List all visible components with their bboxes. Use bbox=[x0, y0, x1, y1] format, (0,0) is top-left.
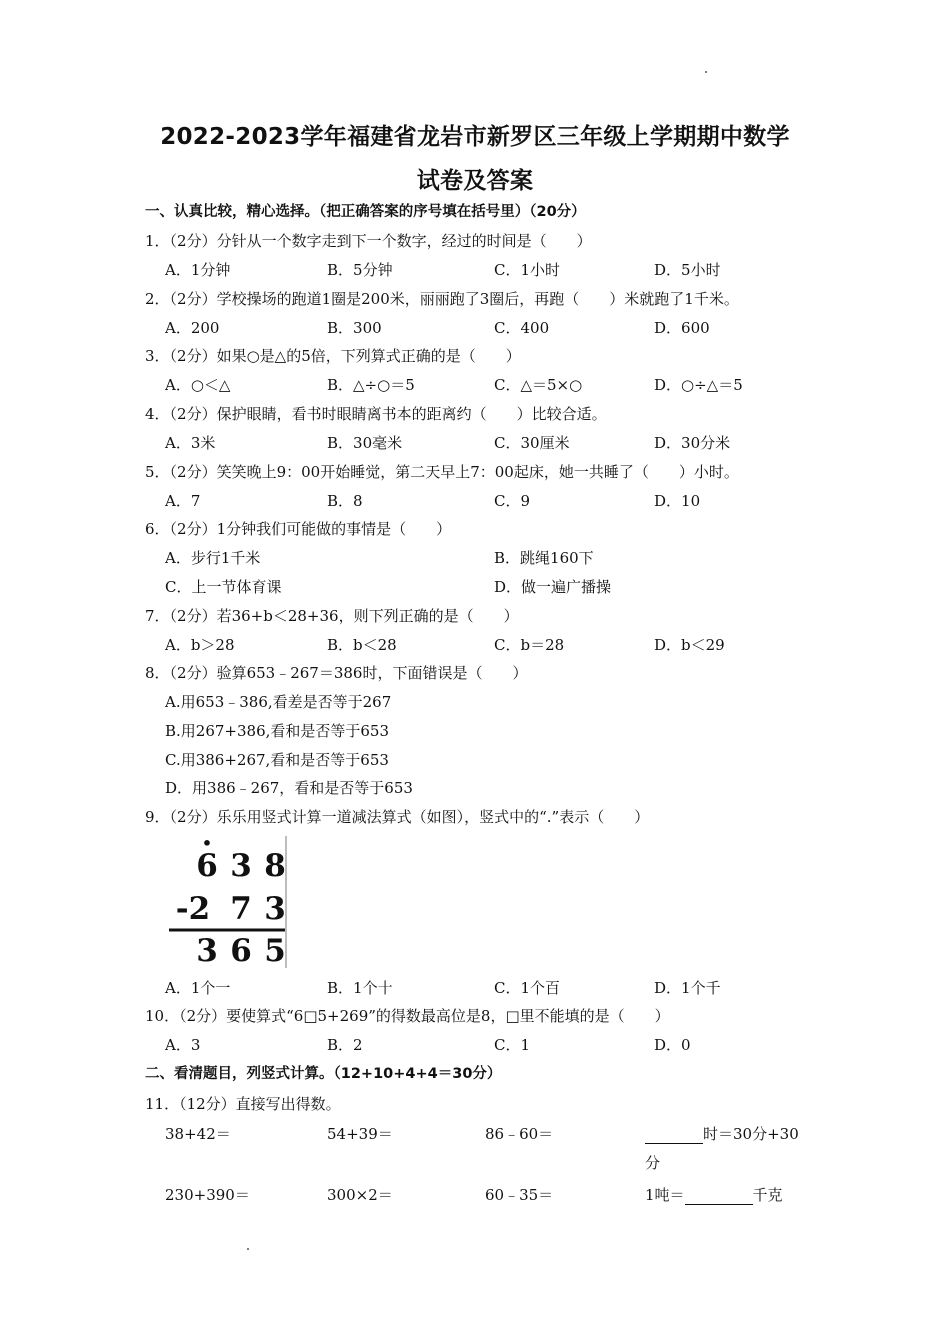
q2-option-b: B．300 bbox=[327, 319, 382, 337]
q5-option-a: A．7 bbox=[165, 492, 201, 510]
section-2-heading: 二、看清题目，列竖式计算。（12+10+4+4＝30分） bbox=[145, 1066, 502, 1082]
q11-item: 230+390＝ bbox=[165, 1186, 250, 1204]
q6-option-a: A．步行1千米 bbox=[165, 549, 261, 567]
q11-item: 54+39＝ bbox=[327, 1125, 393, 1143]
minuend-digit-hundreds: 6 bbox=[196, 848, 218, 884]
q3-option-a: A．○＜△ bbox=[165, 376, 231, 394]
question-10-stem: 10．（2分）要使算式“6□5+269”的得数最高位是8，□里不能填的是（ ） bbox=[145, 1007, 670, 1025]
question-2-stem: 2．（2分）学校操场的跑道1圈是200米，丽丽跑了3圈后，再跑（ ）米就跑了1千米。 bbox=[145, 290, 739, 308]
q10-option-a: A．3 bbox=[165, 1036, 201, 1054]
q11-item-time-conversion bbox=[645, 1124, 799, 1144]
q9-option-a: A．1个一 bbox=[165, 979, 231, 997]
answer-blank[interactable] bbox=[685, 1188, 753, 1205]
q5-option-c: C．9 bbox=[494, 492, 531, 510]
q11-weight-conversion-unit: 千克 bbox=[752, 1186, 783, 1204]
subtrahend-digit-ones: 3 bbox=[264, 891, 286, 927]
q11-item: 60﹣35＝ bbox=[485, 1186, 554, 1204]
q6-option-c: C．上一节体育课 bbox=[165, 578, 282, 596]
q1-option-c: C．1小时 bbox=[494, 261, 561, 279]
question-1-stem: 1．（2分）分针从一个数字走到下一个数字，经过的时间是（ ） bbox=[145, 232, 592, 250]
page-title-line-1: 2022-2023学年福建省龙岩市新罗区三年级上学期期中数学 bbox=[160, 124, 790, 150]
q10-option-b: B．2 bbox=[327, 1036, 363, 1054]
q3-option-d: D．○÷△＝5 bbox=[654, 376, 743, 394]
q4-option-a: A．3米 bbox=[165, 434, 216, 452]
scan-speck bbox=[705, 71, 707, 73]
difference-digit-hundreds: 3 bbox=[196, 933, 218, 968]
q7-option-b: B．b＜28 bbox=[327, 636, 397, 654]
q3-option-b: B．△÷○＝5 bbox=[327, 376, 415, 394]
q1-option-b: B．5分钟 bbox=[327, 261, 393, 279]
q5-option-d: D．10 bbox=[654, 492, 701, 510]
question-7-stem: 7．（2分）若36+b＜28+36，则下列正确的是（ ） bbox=[145, 607, 519, 625]
q6-option-d: D．做一遍广播操 bbox=[494, 578, 612, 596]
difference-digit-tens: 6 bbox=[230, 933, 252, 968]
q4-option-b: B．30毫米 bbox=[327, 434, 403, 452]
q9-option-d: D．1个千 bbox=[654, 979, 721, 997]
subtrahend-digit-hundreds: -2 bbox=[175, 891, 211, 927]
q8-option-d: D．用386﹣267，看和是否等于653 bbox=[165, 779, 413, 797]
question-5-stem: 5．（2分）笑笑晚上9：00开始睡觉，第二天早上7：00起床，她一共睡了（ ）小时。 bbox=[145, 463, 739, 481]
page-title-line-2: 试卷及答案 bbox=[416, 168, 534, 194]
question-9-stem: 9．（2分）乐乐用竖式计算一道减法算式（如图），竖式中的“.”表示（ ） bbox=[145, 808, 650, 826]
difference-digit-ones: 5 bbox=[264, 933, 286, 968]
q11-weight-conversion-prefix: 1吨＝ bbox=[645, 1186, 685, 1204]
vertical-subtraction-figure bbox=[165, 836, 287, 968]
minuend-digit-ones: 8 bbox=[264, 848, 286, 884]
q1-option-d: D．5小时 bbox=[654, 261, 721, 279]
question-8-stem: 8．（2分）验算653﹣267＝386时，下面错误是（ ） bbox=[145, 664, 528, 682]
q2-option-c: C．400 bbox=[494, 319, 550, 337]
scan-speck bbox=[247, 1248, 249, 1250]
q9-option-c: C．1个百 bbox=[494, 979, 561, 997]
q8-option-b: B.用267+386,看和是否等于653 bbox=[165, 722, 390, 740]
answer-blank[interactable] bbox=[645, 1127, 703, 1144]
q11-item: 38+42＝ bbox=[165, 1125, 231, 1143]
q8-option-a: A.用653﹣386,看差是否等于267 bbox=[165, 693, 392, 711]
q11-item: 86﹣60＝ bbox=[485, 1125, 554, 1143]
subtrahend-digit-tens: 7 bbox=[230, 891, 252, 927]
question-3-stem: 3．（2分）如果○是△的5倍，下列算式正确的是（ ） bbox=[145, 347, 521, 365]
borrow-dot-mark: • bbox=[201, 836, 213, 853]
q1-option-a: A．1分钟 bbox=[165, 261, 231, 279]
q11-time-conversion-text: 时＝30分+30 bbox=[703, 1125, 799, 1143]
minuend-digit-tens: 3 bbox=[230, 848, 252, 884]
q7-option-c: C．b＝28 bbox=[494, 636, 565, 654]
question-4-stem: 4．（2分）保护眼睛，看书时眼睛离书本的距离约（ ）比较合适。 bbox=[145, 405, 607, 423]
q2-option-a: A．200 bbox=[165, 319, 220, 337]
question-11-stem: 11．（12分）直接写出得数。 bbox=[145, 1095, 341, 1113]
q7-option-a: A．b＞28 bbox=[165, 636, 235, 654]
q10-option-d: D．0 bbox=[654, 1036, 691, 1054]
q5-option-b: B．8 bbox=[327, 492, 363, 510]
q11-item-weight-conversion bbox=[645, 1185, 783, 1205]
q10-option-c: C．1 bbox=[494, 1036, 531, 1054]
q7-option-d: D．b＜29 bbox=[654, 636, 725, 654]
q6-option-b: B．跳绳160下 bbox=[494, 549, 594, 567]
q11-item: 300×2＝ bbox=[327, 1186, 393, 1204]
q3-option-c: C．△＝5×○ bbox=[494, 376, 583, 394]
q8-option-c: C.用386+267,看和是否等于653 bbox=[165, 751, 389, 769]
q2-option-d: D．600 bbox=[654, 319, 710, 337]
q9-option-b: B．1个十 bbox=[327, 979, 393, 997]
q11-time-conversion-wrap: 分 bbox=[645, 1154, 661, 1172]
q4-option-c: C．30厘米 bbox=[494, 434, 570, 452]
question-6-stem: 6．（2分）1分钟我们可能做的事情是（ ） bbox=[145, 520, 452, 538]
q4-option-d: D．30分米 bbox=[654, 434, 731, 452]
section-1-heading: 一、认真比较，精心选择。（把正确答案的序号填在括号里）（20分） bbox=[145, 204, 586, 220]
